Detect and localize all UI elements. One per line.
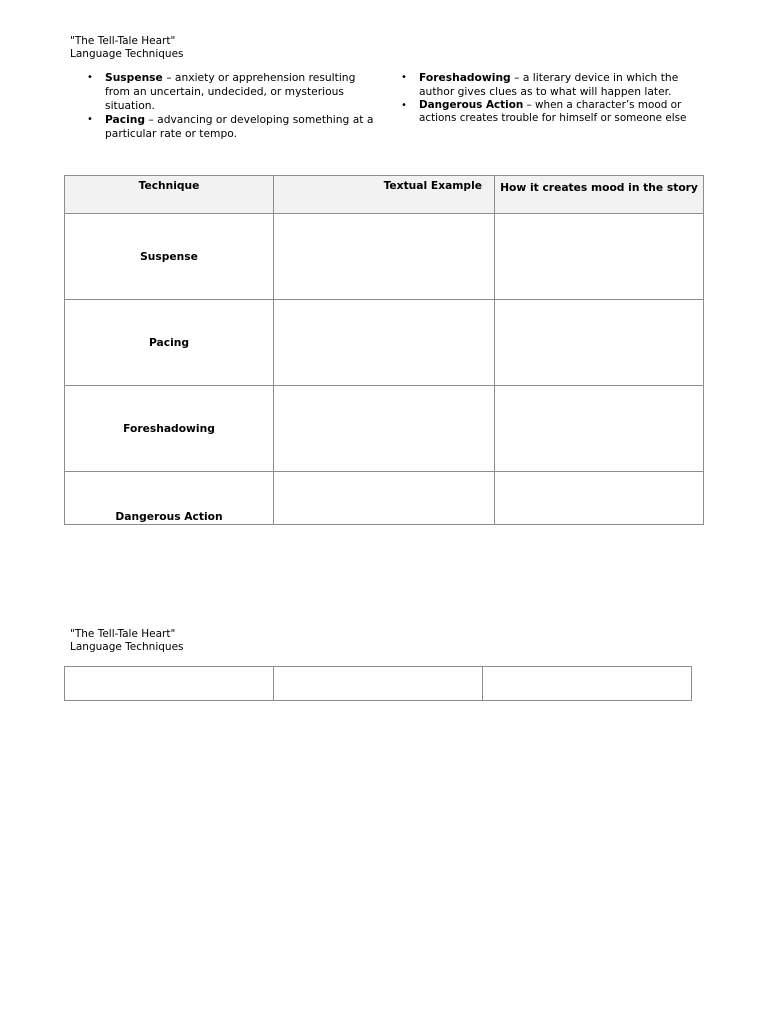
- bullet-icon: •: [401, 100, 407, 111]
- bullet-icon: •: [87, 114, 93, 125]
- document-title: "The Tell-Tale Heart": [70, 35, 176, 47]
- page-header-2: [70, 628, 184, 654]
- document-subtitle: Language Techniques: [70, 641, 184, 653]
- header-textual-example: Textual Example: [274, 176, 495, 214]
- definition-term: Pacing: [105, 113, 146, 126]
- technique-cell: Foreshadowing: [65, 386, 274, 472]
- table-row: [65, 472, 704, 525]
- mood-cell[interactable]: [495, 472, 704, 525]
- definition-foreshadowing: [401, 71, 694, 99]
- textual-example-cell[interactable]: [274, 667, 483, 701]
- definition-term: Dangerous Action: [419, 99, 524, 111]
- header-mood: How it creates mood in the story: [495, 176, 704, 214]
- table-row: [65, 667, 692, 701]
- bullet-icon: •: [401, 72, 407, 83]
- table-header-row: [65, 176, 704, 214]
- definition-text: – when a character’s mood or actions creates trouble for himself or someone else: [419, 99, 687, 124]
- mood-cell[interactable]: [495, 300, 704, 386]
- definition-pacing: [87, 113, 380, 141]
- table-row: [65, 214, 704, 300]
- table-row: [65, 300, 704, 386]
- definition-term: Suspense: [105, 71, 163, 84]
- definition-suspense: [87, 71, 380, 113]
- techniques-table-2: [64, 666, 692, 701]
- textual-example-cell[interactable]: [274, 300, 495, 386]
- technique-cell: Pacing: [65, 300, 274, 386]
- textual-example-cell[interactable]: [274, 386, 495, 472]
- definition-dangerous-action: [401, 99, 694, 125]
- mood-cell[interactable]: [495, 386, 704, 472]
- mood-cell[interactable]: [483, 667, 692, 701]
- definitions-left: [87, 71, 380, 141]
- definition-term: Foreshadowing: [419, 71, 511, 84]
- document-subtitle: Language Techniques: [70, 48, 184, 60]
- textual-example-cell[interactable]: [274, 472, 495, 525]
- header-technique: Technique: [65, 176, 274, 214]
- definition-text: – advancing or developing something at a particular rate or tempo.: [105, 113, 374, 140]
- mood-cell[interactable]: [495, 214, 704, 300]
- textual-example-cell[interactable]: [274, 214, 495, 300]
- definitions-right: [401, 71, 694, 125]
- page-header: [70, 35, 184, 61]
- bullet-icon: •: [87, 72, 93, 83]
- technique-cell: Dangerous Action: [65, 472, 274, 525]
- document-title: "The Tell-Tale Heart": [70, 628, 176, 640]
- definition-text: – a literary device in which the author gives clues as to what will happen later.: [419, 71, 679, 98]
- definition-text: – anxiety or apprehension resulting from an uncertain, undecided, or mysterious situation.: [105, 71, 356, 112]
- technique-cell: Suspense: [65, 214, 274, 300]
- techniques-table: [64, 175, 704, 525]
- table-row: [65, 386, 704, 472]
- technique-cell[interactable]: [65, 667, 274, 701]
